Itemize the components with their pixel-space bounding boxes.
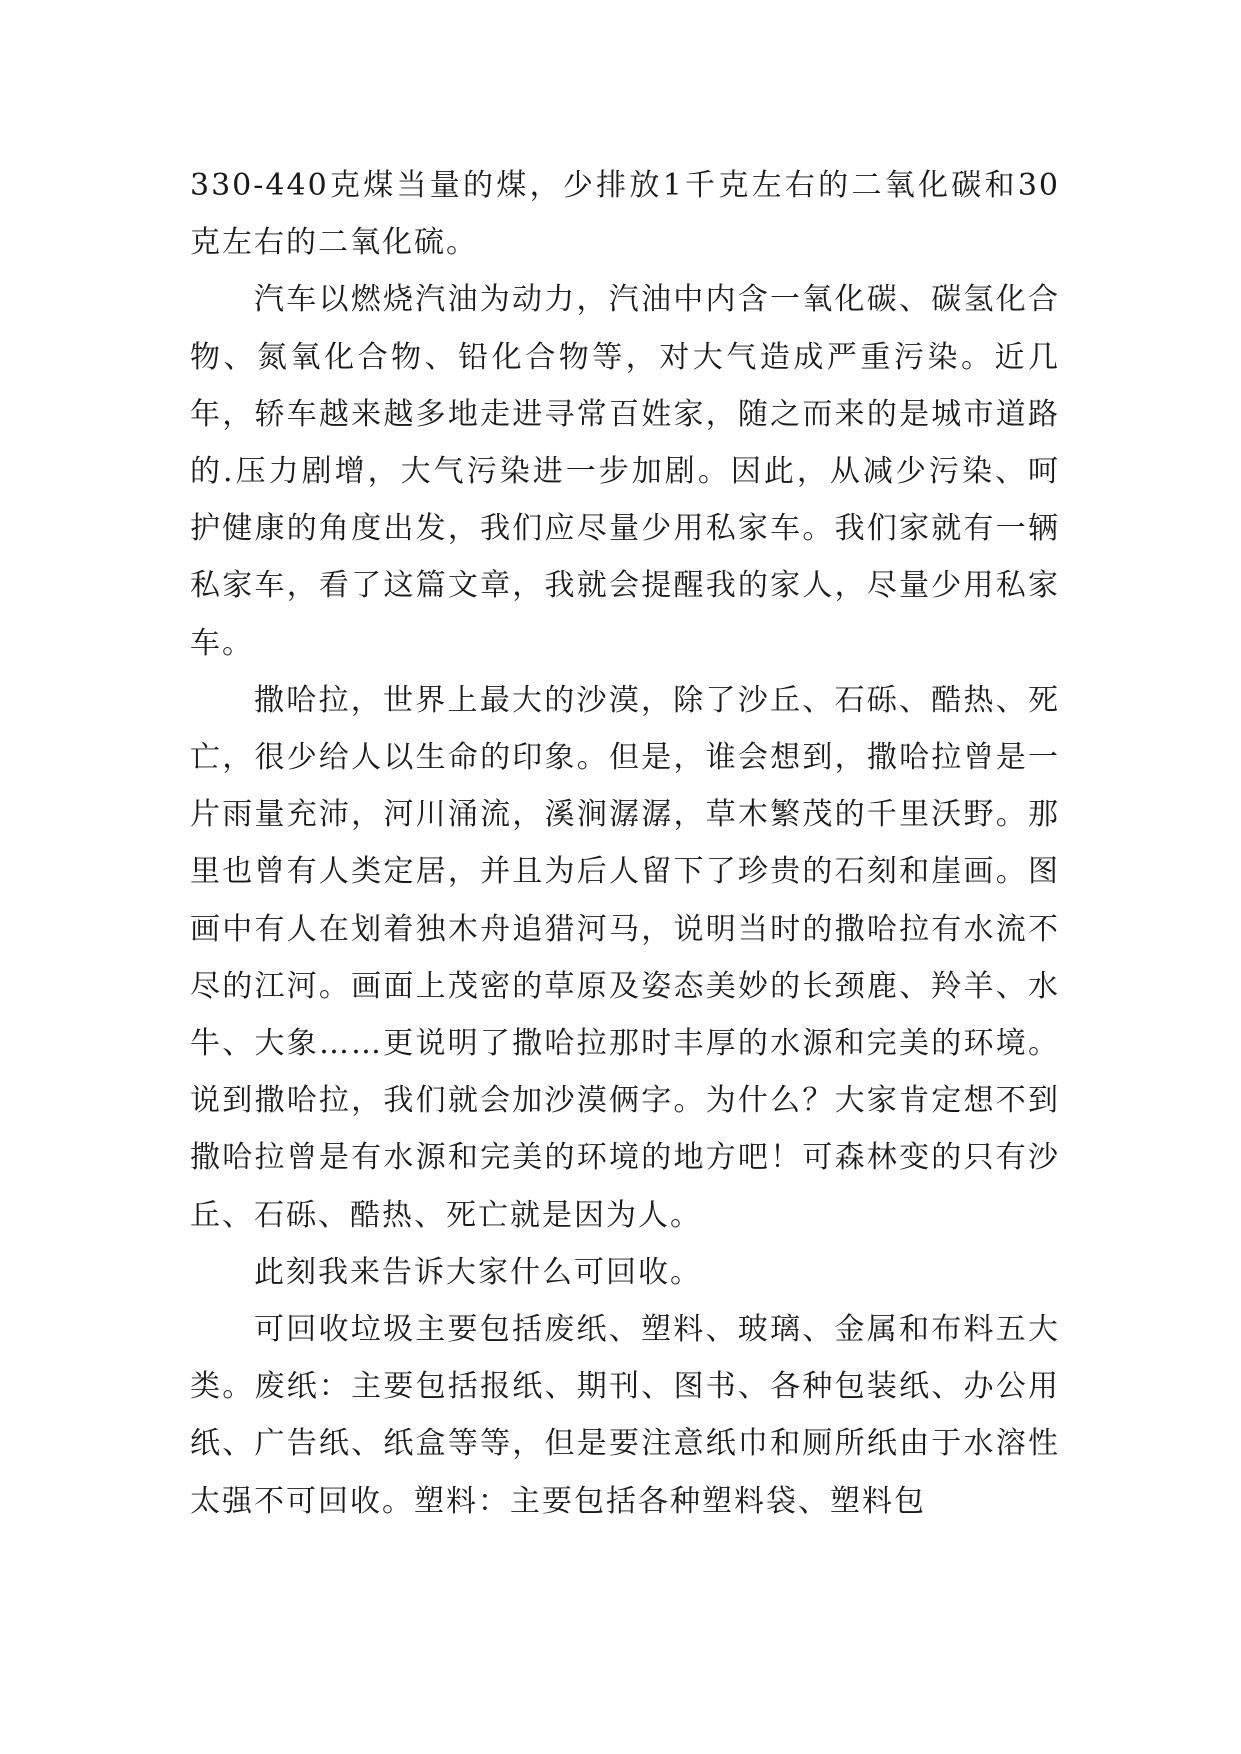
paragraph-recyclables: 可回收垃圾主要包括废纸、塑料、玻璃、金属和布料五大类。废纸：主要包括报纸、期刊、图书、各种包装纸、办公用纸、广告纸、纸盒等等，但是要注意纸巾和厕所纸由于水溶性太强不可回收。塑料：主要包括各种塑料袋、塑料包 bbox=[190, 1312, 1060, 1519]
document-body bbox=[190, 157, 1060, 1530]
paragraph-continued: 330-440克煤当量的煤，少排放1千克左右的二氧化碳和30克左右的二氧化硫。 bbox=[190, 168, 1060, 261]
paragraph-sahara: 撒哈拉，世界上最大的沙漠，除了沙丘、石砾、酷热、死亡，很少给人以生命的印象。但是，谁会想到，撒哈拉曾是一片雨量充沛，河川涌流，溪涧潺潺，草木繁茂的千里沃野。那里也曾有人类定居，并且为后人留下了珍贵的石刻和崖画。图画中有人在划着独木舟追猎河马，说明当时的撒哈拉有水流不尽的江河。画面上茂密的草原及姿态美妙的长颈鹿、羚羊、水牛、大象……更说明了撒哈拉那时丰厚的水源和完美的环境。说到撒哈拉，我们就会加沙漠俩字。为什么？大家肯定想不到撒哈拉曾是有水源和完美的环境的地方吧！可森林变的只有沙丘、石砾、酷热、死亡就是因为人。 bbox=[190, 682, 1060, 1233]
paragraph-cars-pollution: 汽车以燃烧汽油为动力，汽油中内含一氧化碳、碳氢化合物、氮氧化合物、铅化合物等，对大气造成严重污染。近几年，轿车越来越多地走进寻常百姓家，随之而来的是城市道路的.压力剧增，大气污染进一步加剧。因此，从减少污染、呵护健康的角度出发，我们应尽量少用私家车。我们家就有一辆私家车，看了这篇文章，我就会提醒我的家人，尽量少用私家车。 bbox=[190, 282, 1060, 661]
paragraph-recycling-intro: 此刻我来告诉大家什么可回收。 bbox=[254, 1254, 702, 1290]
